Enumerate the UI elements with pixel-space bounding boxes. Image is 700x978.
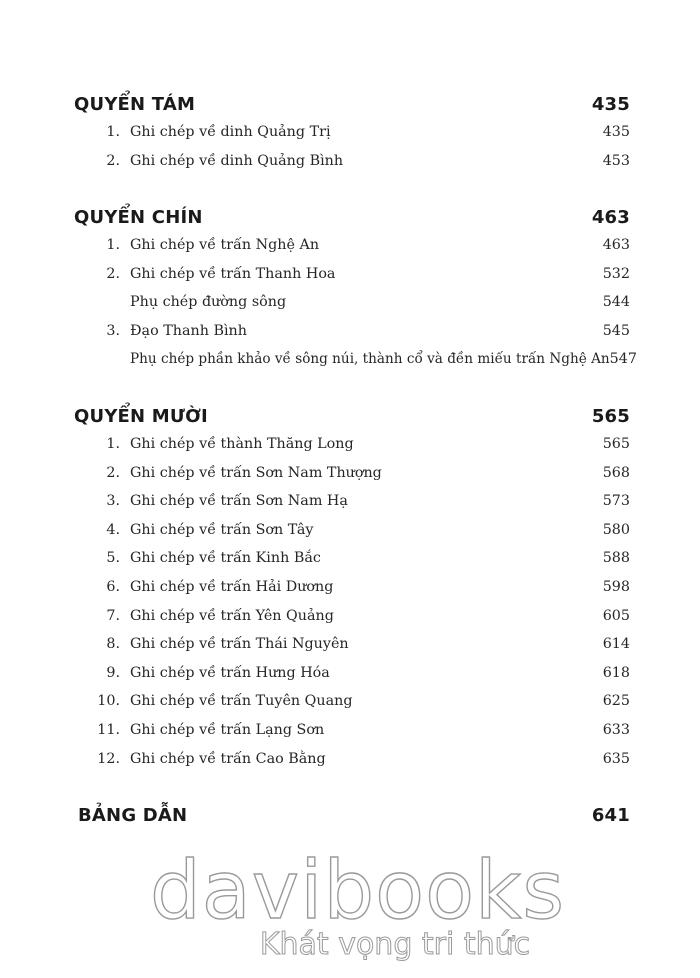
entry-title: Ghi chép về trấn Cao Bằng — [130, 750, 326, 767]
section-heading — [78, 805, 630, 835]
entry-number: 5. — [106, 550, 120, 567]
entry-number: 2. — [106, 152, 120, 169]
entry-title: Ghi chép về trấn Sơn Nam Thượng — [130, 464, 382, 481]
toc-entry — [74, 579, 630, 608]
section-page: 641 — [591, 805, 630, 826]
toc-entry — [74, 266, 630, 295]
entry-number: 12. — [97, 750, 120, 767]
entry-title: Ghi chép về trấn Kinh Bắc — [130, 550, 321, 567]
entry-page: 544 — [602, 294, 630, 311]
entry-title: Đạo Thanh Bình — [130, 322, 247, 339]
entry-title: Ghi chép về dinh Quảng Trị — [130, 124, 331, 140]
entry-number: 1. — [106, 124, 120, 140]
entry-page: 463 — [602, 237, 630, 253]
entry-page: 435 — [602, 124, 630, 140]
section-page: 565 — [591, 406, 630, 427]
entry-page: 568 — [602, 464, 630, 481]
entry-title: Ghi chép về dinh Quảng Bình — [130, 152, 344, 169]
entry-title: Ghi chép về trấn Nghệ An — [130, 237, 320, 253]
section-heading — [74, 406, 630, 436]
toc-entry — [74, 550, 630, 579]
entry-title: Ghi chép về thành Thăng Long — [130, 436, 354, 452]
entry-number: 4. — [106, 521, 120, 538]
entry-page: 614 — [602, 636, 630, 653]
toc-entry — [74, 124, 630, 153]
entry-page: 547 — [609, 351, 637, 368]
entry-number: 2. — [106, 464, 120, 481]
toc-entry — [74, 522, 630, 551]
entry-number: 1. — [106, 237, 120, 253]
toc-entry — [74, 294, 630, 323]
toc-entry — [74, 751, 630, 780]
entry-number: 9. — [106, 664, 120, 681]
entry-page: 635 — [602, 750, 630, 767]
toc-entry — [74, 351, 637, 380]
entry-number: 1. — [106, 436, 120, 452]
entry-title: Ghi chép về trấn Yên Quảng — [130, 607, 334, 624]
toc-entry — [74, 153, 630, 182]
entry-title: Ghi chép về trấn Hưng Hóa — [130, 664, 330, 681]
toc-entry — [74, 693, 630, 722]
entry-page: 588 — [602, 550, 630, 567]
publisher-watermark — [150, 844, 566, 962]
section-bang-dan — [78, 805, 630, 835]
entry-page: 453 — [602, 152, 630, 169]
entry-title: Ghi chép về trấn Tuyên Quang — [130, 693, 353, 710]
section-title: QUYỂN CHÍN — [74, 207, 203, 228]
section-heading — [74, 207, 630, 237]
section-page: 463 — [591, 207, 630, 228]
toc-entry — [74, 237, 630, 266]
entry-number: 6. — [106, 578, 120, 595]
entry-title: Ghi chép về trấn Sơn Nam Hạ — [130, 493, 348, 510]
entry-page: 532 — [602, 265, 630, 282]
entry-page: 618 — [602, 664, 630, 681]
section-quyen-chin — [74, 207, 637, 380]
entry-title: Ghi chép về trấn Hải Dương — [130, 578, 334, 595]
toc-entry — [74, 436, 630, 465]
toc-entry — [74, 665, 630, 694]
entry-number: 8. — [106, 636, 120, 653]
entry-number: 11. — [97, 721, 120, 738]
section-title: QUYỂN TÁM — [74, 94, 196, 115]
section-title: BẢNG DẪN — [78, 805, 188, 826]
section-quyen-muoi — [74, 406, 630, 779]
entry-title: Phụ chép đường sông — [130, 294, 287, 311]
entry-title: Phụ chép phần khảo về sông núi, thành cổ và đền miếu trấn Nghệ An — [130, 351, 610, 368]
toc-entry — [74, 493, 630, 522]
entry-page: 625 — [602, 693, 630, 710]
toc-entry — [74, 636, 630, 665]
entry-page: 633 — [602, 721, 630, 738]
entry-title: Ghi chép về trấn Thanh Hoa — [130, 265, 336, 282]
entry-page: 598 — [602, 578, 630, 595]
toc-entry — [74, 323, 630, 352]
entry-number: 7. — [106, 607, 120, 624]
toc-entry — [74, 608, 630, 637]
entry-page: 545 — [602, 322, 630, 339]
entry-title: Ghi chép về trấn Thái Nguyên — [130, 636, 349, 653]
entry-page: 605 — [602, 607, 630, 624]
section-quyen-tam — [74, 94, 630, 181]
section-page: 435 — [591, 94, 630, 115]
entry-number: 10. — [97, 693, 120, 710]
section-heading — [74, 94, 630, 124]
publisher-logo-text: davibooks — [150, 844, 566, 937]
entry-page: 580 — [602, 521, 630, 538]
toc-entry — [74, 465, 630, 494]
entry-number: 3. — [106, 493, 120, 510]
section-title: QUYỂN MƯỜI — [74, 406, 208, 427]
entry-number: 3. — [106, 322, 120, 339]
entry-page: 565 — [602, 436, 630, 452]
entry-title: Ghi chép về trấn Lạng Sơn — [130, 721, 325, 738]
entry-page: 573 — [602, 493, 630, 510]
entry-number: 2. — [106, 265, 120, 282]
toc-entry — [74, 722, 630, 751]
entry-title: Ghi chép về trấn Sơn Tây — [130, 521, 314, 538]
publisher-tagline: Khát vọng tri thức — [259, 927, 531, 962]
